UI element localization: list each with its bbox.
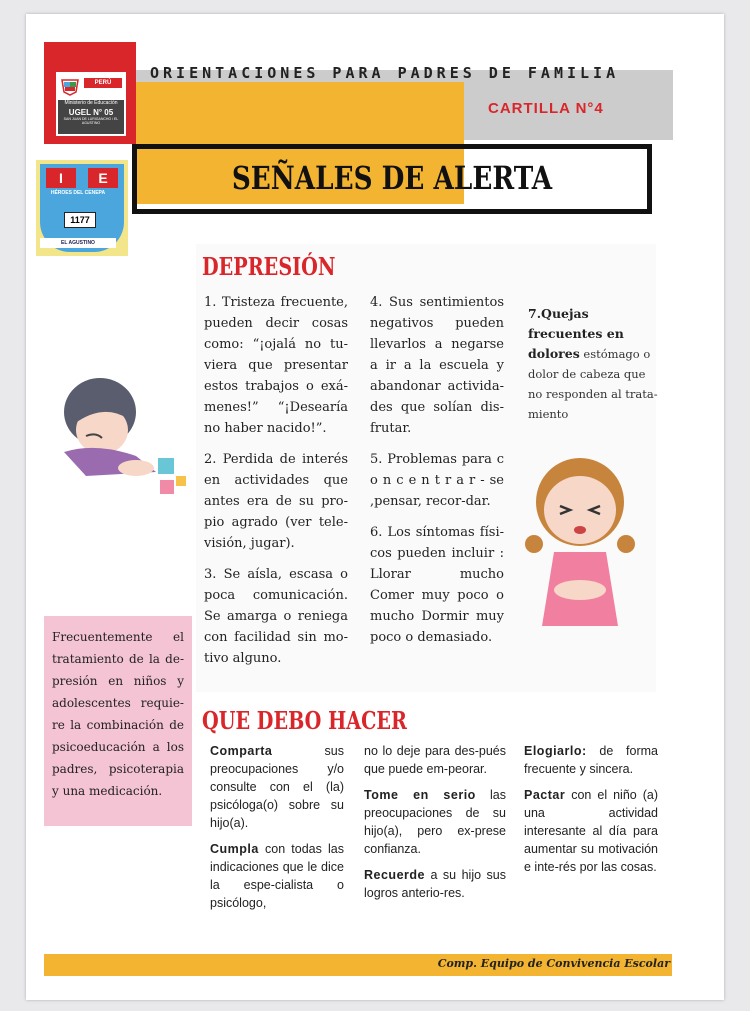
peru-crest-icon: [58, 78, 82, 96]
peru-tag: PERÚ: [84, 78, 122, 88]
ugel-label: Ministerio de Educación UGEL N° 05 SAN JUAN DE LURIGANCHO / EL AGUSTINO: [58, 100, 124, 134]
logo-letter-e: E: [88, 168, 118, 188]
page-title: SEÑALES DE ALERTA: [231, 159, 553, 197]
advice-item: Recuerde a su hijo sus logros anterio-res.: [364, 868, 506, 900]
symptom-item: 1. Tristeza frecuente, pueden decir cosas como: “¡ojalá no tu-viera que presentar estos trabajos o exá-menes!” “¡Desearía no haber nacido!”.: [204, 295, 348, 436]
depresion-column-1: [204, 292, 348, 679]
symptom-7-bold: 7.Quejas frecuentes en dolores: [528, 306, 624, 361]
symptom-7-text: estómago o dolor de cabeza que no responden al trata-miento: [528, 347, 658, 421]
logo-number: 1177: [64, 212, 96, 228]
que-debo-hacer-heading: QUE DEBO HACER: [202, 706, 407, 735]
symptom-item: 6. Los síntomas físi-cos pueden incluir : Llorar mucho Comer muy poco o mucho Dormir muy poco o demasiado.: [370, 525, 504, 645]
symptom-item: 5. Problemas para c o n c e n t r a r - se ,pensar, recor-dar.: [370, 452, 504, 509]
advice-column-3: [524, 742, 658, 884]
advice-column-1: [210, 742, 344, 920]
logo-motto: HÉROES DEL CENEPA: [50, 190, 106, 196]
advice-item: Cumpla con todas las indicaciones que le dice la espe-cialista o psicólogo,: [210, 842, 344, 910]
advice-item: Comparta sus preocupaciones y/o consulte con el (la) psicóloga(o) sobre su hijo(a).: [210, 744, 344, 830]
advice-item: Pactar con el niño (a) una actividad interesante al día para aumentar su motivación e inte-rés por las cosas.: [524, 788, 658, 874]
stomach-ache-girl-illustration-icon: [520, 440, 640, 640]
symptom-item: 4. Sus sentimientos negativos pueden llevarlos a negarse a ir a la escuela y abandonar activida-des que solían dis-frutar.: [370, 295, 504, 436]
logo-letter-i: I: [46, 168, 76, 188]
advice-item: Tome en serio las preocupaciones de su hijo(a), pero ex-prese confianza.: [364, 788, 507, 856]
advice-column-2: [364, 742, 506, 910]
header-orientaciones: ORIENTACIONES PARA PADRES DE FAMILIA: [150, 64, 620, 82]
advice-item: Elogiarlo: de forma frecuente y sincera.: [524, 744, 658, 776]
depresion-column-2: [370, 292, 504, 658]
logo-place: EL AGUSTINO: [40, 238, 116, 248]
cartilla-number: CARTILLA N°4: [488, 100, 604, 117]
symptom-item: 3. Se aísla, escasa o poca comunicación. Se amarga o reniega con facilidad sin mo-tivo alguno.: [204, 567, 348, 666]
treatment-note: Frecuentemente el tratamiento de la de-presión en niños y adolescentes requie-re la combinación de psicoeducación a los padres, psicoterapia y una medicación.: [44, 616, 192, 826]
advice-item: no lo deje para des-pués que puede em-peorar.: [364, 744, 506, 776]
footer-credit: Comp. Equipo de Convivencia Escolar: [437, 957, 670, 970]
school-logo: [36, 160, 128, 256]
depresion-column-3: [528, 304, 662, 424]
ugel-logo: [56, 72, 126, 136]
symptom-item: 2. Perdida de interés en actividades que antes era de su pro-pio agrado (ver tele-visión, jugar).: [204, 452, 348, 551]
sad-child-illustration-icon: [56, 372, 188, 506]
depresion-heading: DEPRESIÓN: [202, 252, 336, 281]
